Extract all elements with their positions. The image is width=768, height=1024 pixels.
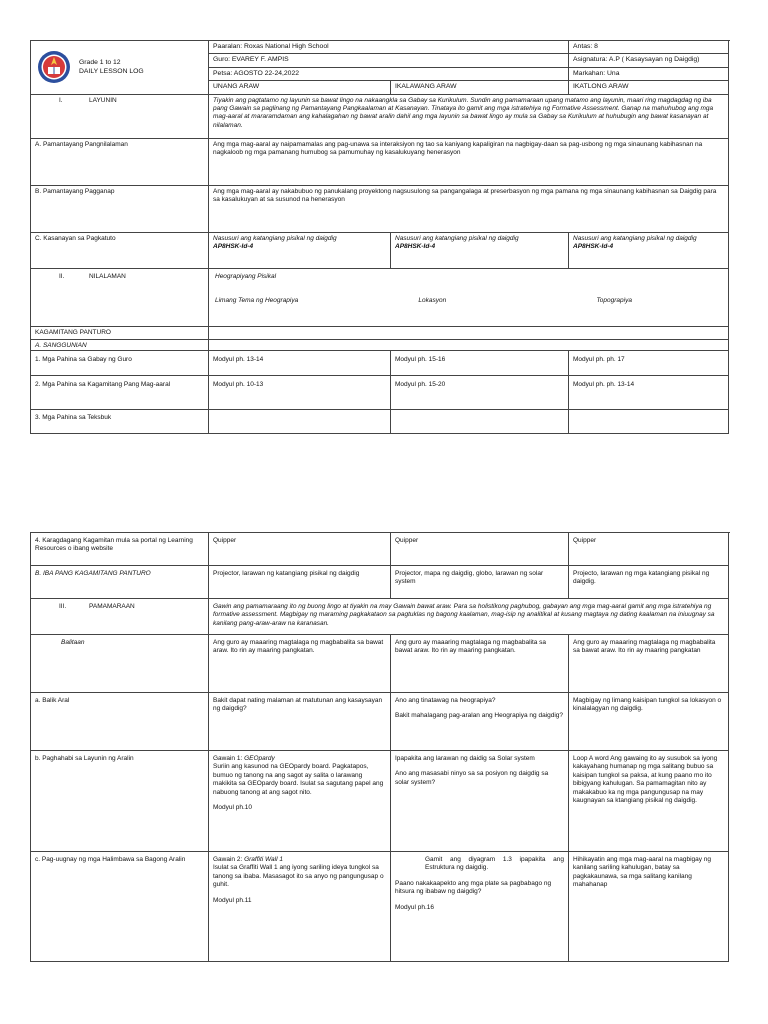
- kasanayan-day1-text: Nasusuri ang katangiang pisikal ng daigdig: [213, 234, 337, 242]
- section-pamamaraan-label: [31, 599, 209, 635]
- subject-field: Asignatura: A.P ( Kasaysayan ng Daigdig): [569, 54, 729, 67]
- row-label-gabay-guro: 1. Mga Pahina sa Gabay ng Guro: [31, 351, 209, 376]
- graffiti-ref: Modyul ph.11: [213, 896, 252, 904]
- graffiti-text: Isulat sa Graffiti Wall 1 ang iyong sariling ideya tungkol sa tanong sa ibaba. Masasagot ito sa anyo ng pangungusap o guhit.: [213, 864, 384, 889]
- geopardy-ref: Modyul ph.10: [213, 804, 253, 812]
- balik-aral-day2: [391, 693, 569, 751]
- graffiti-title-name: Graffiti Wall 1: [244, 856, 283, 863]
- paghahabi-day2-text1: Ipapakita ang larawan ng daidig sa Solar system: [395, 755, 535, 762]
- nilalaman-sub-tema: Limang Tema ng Heograpiya: [215, 297, 299, 305]
- geopardy-title-name: GEOpardy: [244, 755, 275, 762]
- doc-title-line2: DAILY LESSON LOG: [79, 68, 144, 76]
- balik-aral-day2-q1: Ano ang tinatawag na heograpiya?: [395, 697, 496, 704]
- row-label-pag-uugnay: c. Pag-uugnay ng mga Halimbawa sa Bagong Aralin: [31, 852, 209, 962]
- section-layunin-label: [31, 95, 209, 139]
- deped-seal-icon: [37, 50, 71, 84]
- section-nilalaman-label: [31, 269, 209, 327]
- pag-uugnay-day2: [391, 852, 569, 962]
- iba-pang-kagamitan-day2: Projector, mapa ng daigdig, globo, larawan ng solar system: [391, 566, 569, 599]
- kagamitan-label: KAGAMITANG PANTURO: [31, 327, 209, 340]
- pamamaraan-text: Gawin ang pamamaraang ito ng buong lingo at tiyakin na may Gawain bawat araw. Para sa holistikong paghubog, gabayan ang mga mag-aaral gamit ang mga istratehiya ng formative assessment. Magbigay ng maraming pagkakataon sa pagtuklas ng bagong kaalaman, mag-isip ng analitikal at kusang magtaya ng dating kaalaman na iniuugnay sa kanilang pang-araw-araw na karanasan.: [209, 599, 729, 635]
- row-label-pagganap: B. Pamantayang Pagganap: [31, 186, 209, 233]
- karagdagan-day2: Quipper: [391, 533, 569, 566]
- section-title: LAYUNIN: [89, 96, 117, 104]
- kasanayan-day2: [391, 233, 569, 269]
- nilalaman-sub-lokasyon: Lokasyon: [418, 297, 447, 305]
- row-label-balik-aral: a. Balik Aral: [31, 693, 209, 751]
- lesson-log-table-bottom: [30, 532, 730, 962]
- section-number: II.: [59, 272, 65, 280]
- pag-uugnay-day3: Hihikayatin ang mga mag-aaral na magbigay ng kanilang sariling kahulugan, batay sa pagkakaunawa, sa mga salitang kanilang mahahanap: [569, 852, 729, 962]
- doc-title-line1: Grade 1 to 12: [79, 59, 121, 67]
- graffiti-title-label: Gawain 2:: [213, 856, 245, 863]
- sanggunian-label: A. SANGGUNIAN: [31, 340, 209, 351]
- gabay-guro-day2: Modyul ph. 15-16: [391, 351, 569, 376]
- section-number: III.: [59, 603, 67, 610]
- balik-aral-day2-q2: Bakit mahalagang pag-aralan ang Heograpiya ng daigdig?: [395, 712, 564, 720]
- teacher-field: Guro: EVAREY F. AMPIS: [209, 54, 569, 67]
- kasanayan-day2-code: AP8HSK-Id-4: [395, 243, 436, 251]
- geopardy-title: [213, 755, 386, 763]
- geopardy-text: Suriin ang kasunod na GEOpardy board. Pagkatapos, bumuo ng tanong na ang sagot ay salita o larawang makikita sa GEOpardy board. Isulat sa sagutang papel ang nabuong tanong at ang sagot nito.: [213, 763, 384, 796]
- row-label-karagdagang-kagamitan: 4. Karagdagang Kagamitan mula sa portal ng Learning Resources o ibang website: [31, 533, 209, 566]
- paghahabi-day2: [391, 751, 569, 852]
- section-title: PAMAMARAAN: [89, 603, 135, 610]
- day1-header: UNANG ARAW: [209, 81, 391, 94]
- teksbuk-day1: [209, 410, 391, 434]
- section-title: NILALAMAN: [89, 272, 126, 280]
- graffiti-title: [213, 856, 386, 864]
- geopardy-title-label: Gawain 1:: [213, 755, 245, 762]
- mag-aaral-day3: Modyul ph. ph. 13-14: [569, 376, 729, 410]
- row-label-paghahabi: b. Paghahabi sa Layunin ng Aralin: [31, 751, 209, 852]
- balik-aral-day3: Magbigay ng limang kaisipan tungkol sa lokasyon o kinalalagyan ng daigdig.: [569, 693, 729, 751]
- balitaan-day3: Ang guro ay maaaring magtalaga ng magbabalita sa bawat araw. Ito rin ay maaring pangkatan: [569, 635, 729, 693]
- row-label-balitaan: Balitaan: [31, 635, 209, 693]
- iba-pang-kagamitan-day3: Projecto, larawan ng mga katangiang pisikal ng daigdig.: [569, 566, 729, 599]
- karagdagan-day1: Quipper: [209, 533, 391, 566]
- pangnilalaman-text: Ang mga mag-aaral ay naipamamalas ang pag-unawa sa interaksiyon ng tao sa kaniyang kapaligiran na nagbigay-daan sa pag-usbong ng mga sinaunang kabihasnan na nagkaloob ng mga pamanang humubog sa pamumuhay ng kasalukuyang henerasyon: [209, 139, 729, 186]
- nilalaman-topic: Heograpiyang Pisikal: [215, 272, 277, 280]
- pagganap-text: Ang mga mag-aaral ay nakabubuo ng panukalang proyektong nagsusulong sa pangangalaga at preserbasyon ng mga pamana ng mga sinaunang kabihasnan sa Daigdig para sa kasalukuyan at sa susunod na henerasyon: [209, 186, 729, 233]
- school-field: Paaralan: Roxas National High School: [209, 41, 569, 54]
- teksbuk-day3: [569, 410, 729, 434]
- section-number: I.: [59, 96, 63, 104]
- kasanayan-day3-text: Nasusuri ang katangiang pisikal ng daigdig: [573, 234, 697, 242]
- balik-aral-day1: Bakit dapat nating malaman at matutunan ang kasaysayan ng daigdig?: [209, 693, 391, 751]
- row-label-pangnilalaman: A. Pamantayang Pangnilalaman: [31, 139, 209, 186]
- iba-pang-kagamitan-day1: Projector, larawan ng katangiang pisikal ng daigdig: [209, 566, 391, 599]
- day2-header: IKALAWANG ARAW: [391, 81, 569, 94]
- paghahabi-day3: Loop A word Ang gawaing ito ay susubok sa iyong kakayahang humanap ng mga salitang bubuo sa kaisipan tungkol sa paksa, at kung paano mo ito bibigyang kahulugan. Sa pamamagitan nito ay makakabuo ka ng mga pangungusap na may kaugnayan sa ktangiang pisikal ng daigdig.: [569, 751, 729, 852]
- kasanayan-day2-text: Nasusuri ang katangiang pisikal ng daigdig: [395, 234, 519, 242]
- gabay-guro-day1: Modyul ph. 13-14: [209, 351, 391, 376]
- pag-uugnay-day2-ref: Modyul ph.16: [395, 903, 435, 911]
- kasanayan-day1-code: AP8HSK-Id-4: [213, 243, 254, 251]
- teksbuk-day2: [391, 410, 569, 434]
- karagdagan-day3: Quipper: [569, 533, 729, 566]
- date-field: Petsa: AGOSTO 22-24,2022: [209, 68, 569, 81]
- row-label-teksbuk: 3. Mga Pahina sa Teksbuk: [31, 410, 209, 434]
- kasanayan-day1: [209, 233, 391, 269]
- kasanayan-day3-code: AP8HSK-Id-4: [573, 243, 614, 251]
- mag-aaral-day2: Modyul ph. 15-20: [391, 376, 569, 410]
- pag-uugnay-day2-text1: Gamit ang diyagram 1.3 ipapakita ang Estruktura ng daigdig.: [425, 856, 564, 872]
- row-label-kasanayan: C. Kasanayan sa Pagkatuto: [31, 233, 209, 269]
- header-title-cell: [31, 41, 209, 95]
- gabay-guro-day3: Modyul ph. ph. 17: [569, 351, 729, 376]
- mag-aaral-day1: Modyul ph. 10-13: [209, 376, 391, 410]
- lesson-log-table-top: [30, 40, 730, 434]
- paghahabi-day2-text2: Ano ang masasabi ninyo sa sa posiyon ng daigdig sa solar system?: [395, 770, 549, 786]
- kasanayan-day3: [569, 233, 729, 269]
- kagamitan-empty: [209, 327, 729, 340]
- row-label-iba-pang-kagamitan: B. IBA PANG KAGAMITANG PANTURO: [31, 566, 209, 599]
- pag-uugnay-day2-text2: Paano nakakaapekto ang mga plate sa pagbabago ng hitsura ng ibabaw ng daigdig?: [395, 879, 552, 896]
- nilalaman-content: [209, 269, 729, 327]
- day3-header: IKATLONG ARAW: [569, 81, 729, 94]
- balitaan-day2: Ang guro ay maaaring magtalaga ng magbabalita sa bawat araw. Ito rin ay maaring pangkatan.: [391, 635, 569, 693]
- pag-uugnay-day1: [209, 852, 391, 962]
- nilalaman-sub-topograpiya: Topograpiya: [596, 297, 632, 305]
- quarter-field: Markahan: Una: [569, 68, 729, 81]
- layunin-text: Tiyakin ang pagtatamo ng layunin sa bawat lingo na nakaangkla sa Gabay sa Kurikulum. Sundin ang pamamaraan upang matamo ang layunin, maari ring magdagdag ng iba pang Gawain sa paglinang ng Pamantayang Pangkaalaman at Kasanayan. Tinataya ito gamit ang mga istratehiya ng Formative Assessment. Ganap na mahuhubog ang mga mag-aaral at mararamdaman ang kahalagahan ng bawat aralin dahil ang mga layunin sa bawat lingo ay mula sa Gabay sa Kurikulum at huhubugin ang bawat kasanayan at nilalaman.: [209, 95, 729, 139]
- grade-field: Antas: 8: [569, 41, 729, 54]
- sanggunian-empty: [209, 340, 729, 351]
- balitaan-day1: Ang guro ay maaaring magtalaga ng magbabalita sa bawat araw. Ito rin ay maaring pangkatan.: [209, 635, 391, 693]
- row-label-kagamitang-mag-aaral: 2. Mga Pahina sa Kagamitang Pang Mag-aaral: [31, 376, 209, 410]
- paghahabi-day1: [209, 751, 391, 852]
